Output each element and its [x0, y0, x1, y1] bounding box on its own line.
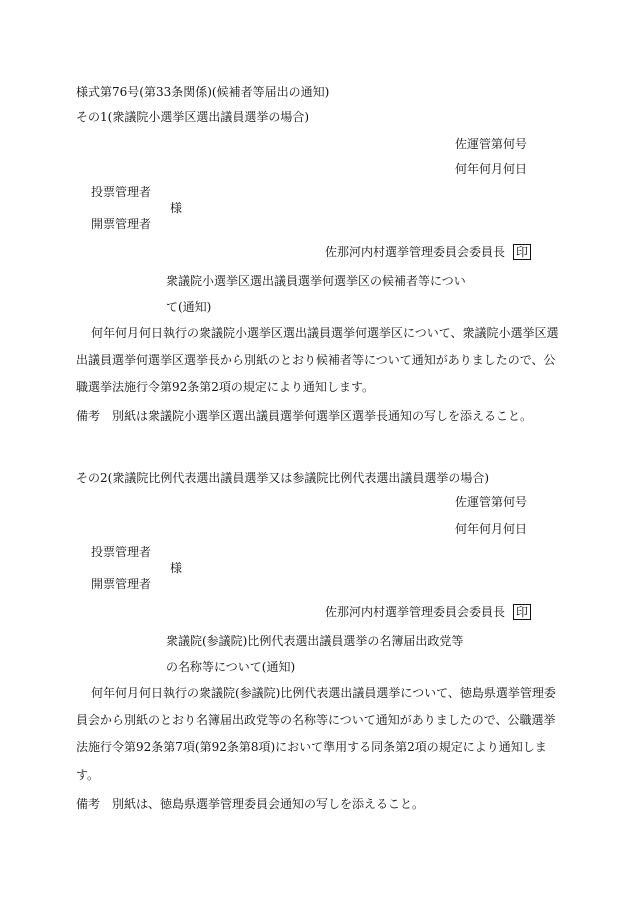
- part2-seal: 印: [513, 604, 531, 620]
- part1-body-line3: 職選挙法施行令第92条第2項の規定により通知します。: [76, 380, 374, 394]
- part1-body-line2: 出議員選挙何選挙区選挙長から別紙のとおり候補者等について通知がありましたので、公: [76, 353, 556, 367]
- part1-doc-number: 佐運管第何号: [455, 137, 528, 151]
- part1-subject-line1: 衆議院小選挙区選出議員選挙何選挙区の候補者等につい: [166, 274, 466, 288]
- part2-recipient-counting: 開票管理者: [91, 577, 152, 591]
- part2-sender-name: 佐那河内村選挙管理委員会委員長: [325, 605, 506, 619]
- part1-seal: 印: [513, 244, 531, 260]
- part1-recipient-counting: 開票管理者: [91, 217, 152, 231]
- part1-body-line1: 何年何月何日執行の衆議院小選挙区選出議員選挙何選挙区について、衆議院小選挙区選: [91, 326, 559, 340]
- part2-subject-line2: の名称等について(通知): [166, 660, 296, 674]
- part2-heading: その2(衆議院比例代表選出議員選挙又は参議院比例代表選出議員選挙の場合): [76, 471, 490, 485]
- part1-heading: その1(衆議院小選挙区選出議員選挙の場合): [76, 110, 309, 124]
- part2-body-line4: す。: [76, 768, 100, 782]
- part1-note: 備考 別紙は衆議院小選挙区選出議員選挙何選挙区選挙長通知の写しを添えること。: [76, 409, 533, 423]
- part1-recipient-voting: 投票管理者: [91, 185, 152, 199]
- part2-date: 何年何月何日: [455, 522, 528, 536]
- part2-recipient-honorific: 様: [170, 561, 183, 575]
- part2-body-line1: 何年何月何日執行の衆議院(参議院)比例代表選出議員選挙について、徳島県選挙管理委: [91, 686, 556, 700]
- part1-sender-name: 佐那河内村選挙管理委員会委員長: [325, 245, 506, 259]
- part2-note: 備考 別紙は、徳島県選挙管理委員会通知の写しを添えること。: [76, 797, 425, 811]
- part2-subject-line1: 衆議院(参議院)比例代表選出議員選挙の名簿届出政党等: [166, 634, 464, 648]
- part2-sender: [325, 604, 531, 620]
- part1-sender: [325, 244, 531, 260]
- part2-doc-number: 佐運管第何号: [455, 495, 528, 509]
- part2-body-line3: 法施行令第92条第7項(第92条第8項)において準用する同条第2項の規定により通知しま: [76, 740, 547, 754]
- part1-date: 何年何月何日: [455, 162, 528, 176]
- part2-body-line2: 員会から別紙のとおり名簿届出政党等の名称等について通知がありましたので、公職選挙: [76, 713, 556, 727]
- part1-subject-line2: て(通知): [166, 300, 212, 314]
- part2-recipient-voting: 投票管理者: [91, 545, 152, 559]
- form-title: 様式第76号(第33条関係)(候補者等届出の通知): [76, 85, 330, 99]
- part1-recipient-honorific: 様: [170, 201, 183, 215]
